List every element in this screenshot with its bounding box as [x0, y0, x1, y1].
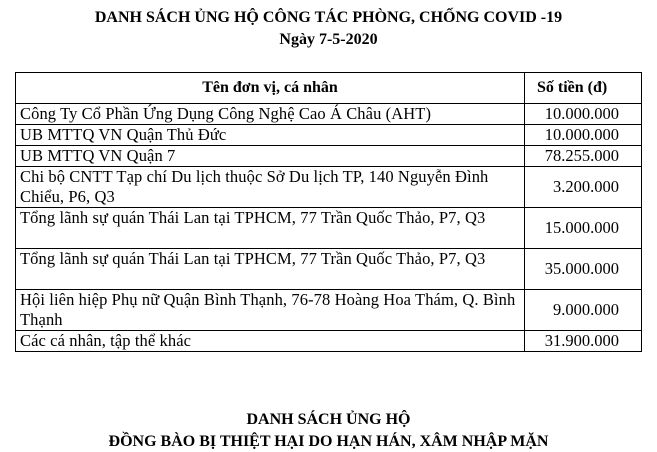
row-amount: 35.000.000: [525, 249, 642, 290]
row-amount: 31.900.000: [525, 331, 642, 352]
table-row: [16, 331, 642, 352]
row-name: Công Ty Cổ Phần Ứng Dụng Công Nghệ Cao Á Châu (AHT): [16, 104, 525, 125]
second-list-title: DANH SÁCH ỦNG HỘ: [246, 411, 411, 428]
table-row: [16, 167, 642, 208]
second-list-subtitle: ĐỒNG BÀO BỊ THIỆT HẠI DO HẠN HÁN, XÂM NHẬP MẶN: [108, 433, 549, 450]
table-row: [16, 249, 642, 290]
donation-table: [15, 72, 642, 352]
row-amount: 78.255.000: [525, 146, 642, 167]
table-row: [16, 146, 642, 167]
row-name: Tổng lãnh sự quán Thái Lan tại TPHCM, 77 Trần Quốc Thảo, P7, Q3: [16, 249, 525, 290]
row-name: UB MTTQ VN Quận 7: [16, 146, 525, 167]
header-name: Tên đơn vị, cá nhân: [16, 73, 525, 104]
header-amount: Số tiền (đ): [525, 73, 642, 104]
row-amount: 10.000.000: [525, 125, 642, 146]
table-row: [16, 125, 642, 146]
row-name: Hội liên hiệp Phụ nữ Quận Bình Thạnh, 76-78 Hoàng Hoa Thám, Q. Bình Thạnh: [16, 290, 525, 331]
table-row: [16, 208, 642, 249]
row-name: Chi bộ CNTT Tạp chí Du lịch thuộc Sở Du lịch TP, 140 Nguyễn Đình Chiểu, P6, Q3: [16, 167, 525, 208]
row-amount: 3.200.000: [525, 167, 642, 208]
row-amount: 15.000.000: [525, 208, 642, 249]
row-name: Tổng lãnh sự quán Thái Lan tại TPHCM, 77 Trần Quốc Thảo, P7, Q3: [16, 208, 525, 249]
table-header-row: [16, 73, 642, 104]
table-row: [16, 104, 642, 125]
row-amount: 10.000.000: [525, 104, 642, 125]
row-name: Các cá nhân, tập thể khác: [16, 331, 525, 352]
row-amount: 9.000.000: [525, 290, 642, 331]
row-name: UB MTTQ VN Quận Thủ Đức: [16, 125, 525, 146]
document-title: DANH SÁCH ỦNG HỘ CÔNG TÁC PHÒNG, CHỐNG COVID -19: [94, 9, 563, 26]
table-row: [16, 290, 642, 331]
document-date: Ngày 7-5-2020: [279, 31, 378, 48]
